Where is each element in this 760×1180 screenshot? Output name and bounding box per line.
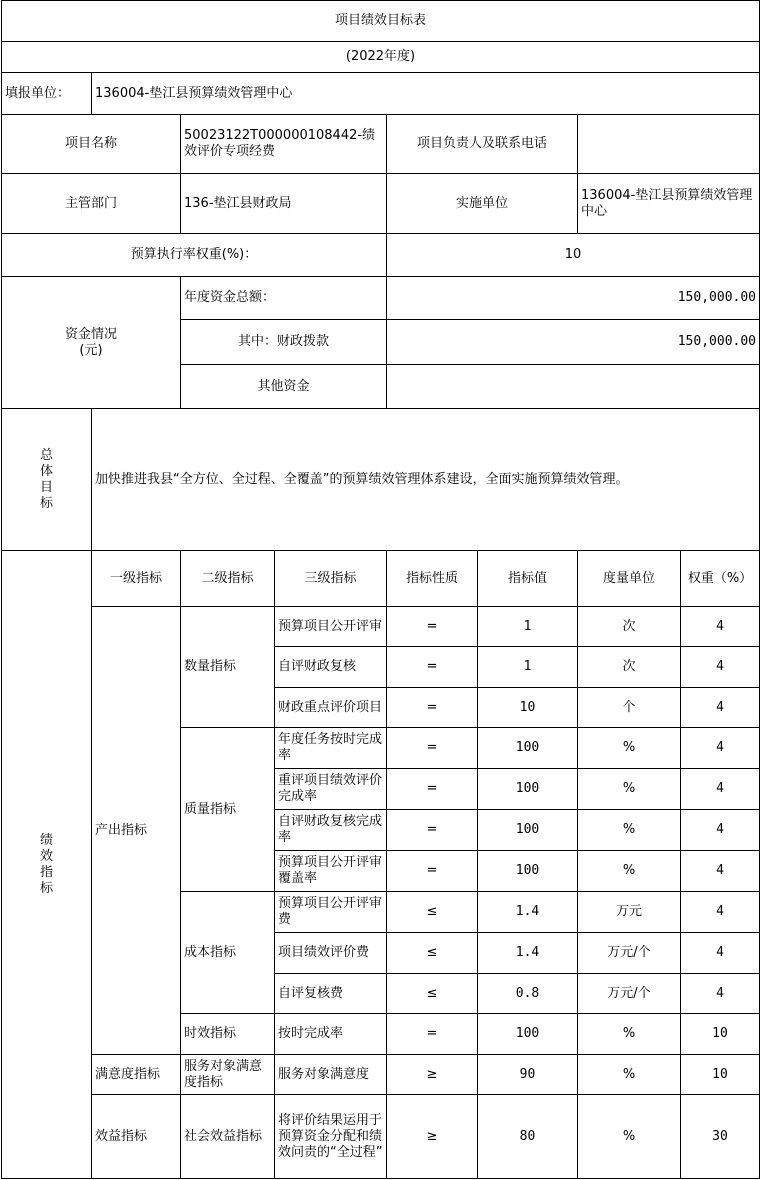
indicator-weight: 4 xyxy=(681,810,760,851)
indicator-op: = xyxy=(387,688,478,728)
indicator-unit: 次 xyxy=(578,647,681,688)
level2-service-satisfaction: 服务对象满意度指标 xyxy=(181,1055,275,1095)
indicator-name: 预算项目公开评审 xyxy=(275,607,387,647)
indicator-weight: 4 xyxy=(681,688,760,728)
indicators-char: 效 xyxy=(39,848,53,864)
table-row xyxy=(2,1055,760,1095)
header-weight: 权重（%） xyxy=(681,551,760,607)
indicator-value: 80 xyxy=(478,1095,578,1179)
indicator-unit: 次 xyxy=(578,607,681,647)
header-level2: 二级指标 xyxy=(181,551,275,607)
indicator-value: 100 xyxy=(478,769,578,810)
indicator-weight: 4 xyxy=(681,728,760,769)
indicator-name: 自评复核费 xyxy=(275,974,387,1014)
level1-benefit: 效益指标 xyxy=(92,1095,181,1179)
header-unit: 度量单位 xyxy=(578,551,681,607)
table-row xyxy=(2,607,760,647)
header-nature: 指标性质 xyxy=(387,551,478,607)
indicator-value: 100 xyxy=(478,851,578,892)
reporting-unit-value: 136004-垫江县预算绩效管理中心 xyxy=(92,73,760,115)
execution-weight-value: 10 xyxy=(387,234,760,277)
indicator-value: 0.8 xyxy=(478,974,578,1014)
indicator-unit: 万元 xyxy=(578,892,681,933)
indicators-char: 指 xyxy=(39,864,53,880)
indicator-unit: 万元/个 xyxy=(578,974,681,1014)
indicator-name: 自评财政复核完成率 xyxy=(275,810,387,851)
indicators-char: 绩 xyxy=(39,832,53,848)
annual-total-label: 年度资金总额： xyxy=(181,277,387,320)
level2-quantity: 数量指标 xyxy=(181,607,275,728)
indicator-op: = xyxy=(387,851,478,892)
overall-goal-char: 体 xyxy=(39,463,53,479)
funds-label xyxy=(2,277,181,409)
indicator-weight: 30 xyxy=(681,1095,760,1179)
implementing-unit-label: 实施单位 xyxy=(387,174,578,234)
indicator-op: = xyxy=(387,647,478,688)
overall-goal-text: 加快推进我县“全方位、全过程、全覆盖”的预算绩效管理体系建设，全面实施预算绩效管理。 xyxy=(92,409,760,551)
annual-total-value: 150,000.00 xyxy=(387,277,760,320)
indicator-weight: 4 xyxy=(681,933,760,974)
indicator-weight: 4 xyxy=(681,607,760,647)
indicator-name: 财政重点评价项目 xyxy=(275,688,387,728)
indicator-unit: % xyxy=(578,1055,681,1095)
indicators-label xyxy=(2,551,92,1179)
project-contact-label: 项目负责人及联系电话 xyxy=(387,115,578,174)
level2-timeliness: 时效指标 xyxy=(181,1014,275,1055)
indicator-op: ≥ xyxy=(387,1095,478,1179)
indicator-value: 90 xyxy=(478,1055,578,1095)
other-funds-value xyxy=(387,365,760,409)
execution-weight-label: 预算执行率权重(%)： xyxy=(2,234,387,277)
indicator-op: ≤ xyxy=(387,892,478,933)
indicator-weight: 10 xyxy=(681,1014,760,1055)
indicator-name: 年度任务按时完成率 xyxy=(275,728,387,769)
indicator-weight: 4 xyxy=(681,892,760,933)
indicator-value: 100 xyxy=(478,810,578,851)
indicator-value: 100 xyxy=(478,1014,578,1055)
overall-goal-label xyxy=(2,409,92,551)
indicator-unit: % xyxy=(578,810,681,851)
indicator-op: = xyxy=(387,1014,478,1055)
header-value: 指标值 xyxy=(478,551,578,607)
indicator-value: 1.4 xyxy=(478,892,578,933)
header-level3: 三级指标 xyxy=(275,551,387,607)
fiscal-funds-value: 150,000.00 xyxy=(387,320,760,365)
overall-goal-char: 目 xyxy=(39,479,53,495)
overall-goal-char: 总 xyxy=(39,447,53,463)
indicator-unit: % xyxy=(578,769,681,810)
indicator-value: 1 xyxy=(478,607,578,647)
indicator-unit: % xyxy=(578,728,681,769)
level2-cost: 成本指标 xyxy=(181,892,275,1014)
indicator-op: = xyxy=(387,728,478,769)
project-name-label: 项目名称 xyxy=(2,115,181,174)
department-value: 136-垫江县财政局 xyxy=(181,174,387,234)
indicator-name: 将评价结果运用于预算资金分配和绩效问责的“全过程” xyxy=(275,1095,387,1179)
implementing-unit-value: 136004-垫江县预算绩效管理中心 xyxy=(578,174,760,234)
indicator-weight: 4 xyxy=(681,769,760,810)
indicator-op: ≤ xyxy=(387,974,478,1014)
indicator-value: 100 xyxy=(478,728,578,769)
indicator-weight: 4 xyxy=(681,851,760,892)
indicator-name: 预算项目公开评审覆盖率 xyxy=(275,851,387,892)
indicator-op: = xyxy=(387,810,478,851)
indicator-name: 项目绩效评价费 xyxy=(275,933,387,974)
indicator-unit: 个 xyxy=(578,688,681,728)
indicator-unit: 万元/个 xyxy=(578,933,681,974)
indicator-weight: 10 xyxy=(681,1055,760,1095)
table-row xyxy=(2,1095,760,1179)
indicator-unit: % xyxy=(578,1095,681,1179)
indicator-value: 10 xyxy=(478,688,578,728)
indicators-char: 标 xyxy=(39,880,53,896)
funds-label-line2: (元) xyxy=(79,342,103,358)
indicator-name: 重评项目绩效评价完成率 xyxy=(275,769,387,810)
indicator-unit: % xyxy=(578,1014,681,1055)
level2-social-benefit: 社会效益指标 xyxy=(181,1095,275,1179)
indicator-unit: % xyxy=(578,851,681,892)
table-title: 项目绩效目标表 xyxy=(2,1,760,42)
indicator-name: 自评财政复核 xyxy=(275,647,387,688)
indicator-op: = xyxy=(387,607,478,647)
indicator-name: 按时完成率 xyxy=(275,1014,387,1055)
department-label: 主管部门 xyxy=(2,174,181,234)
performance-target-table xyxy=(1,0,760,1179)
level2-quality: 质量指标 xyxy=(181,728,275,892)
indicator-weight: 4 xyxy=(681,647,760,688)
other-funds-label: 其他资金 xyxy=(181,365,387,409)
indicator-op: = xyxy=(387,769,478,810)
table-year: (2022年度) xyxy=(2,42,760,73)
overall-goal-char: 标 xyxy=(39,495,53,511)
indicator-value: 1.4 xyxy=(478,933,578,974)
funds-label-line1: 资金情况 xyxy=(64,326,117,342)
indicator-value: 1 xyxy=(478,647,578,688)
project-name-value: 50023122T000000108442-绩效评价专项经费 xyxy=(181,115,387,174)
fiscal-funds-label: 其中：财政拨款 xyxy=(181,320,387,365)
level1-output: 产出指标 xyxy=(92,607,181,1055)
reporting-unit-label: 填报单位： xyxy=(2,73,92,115)
indicator-name: 预算项目公开评审费 xyxy=(275,892,387,933)
header-level1: 一级指标 xyxy=(92,551,181,607)
project-contact-value xyxy=(578,115,760,174)
indicator-op: ≥ xyxy=(387,1055,478,1095)
level1-satisfaction: 满意度指标 xyxy=(92,1055,181,1095)
indicator-op: ≤ xyxy=(387,933,478,974)
indicator-weight: 4 xyxy=(681,974,760,1014)
indicator-name: 服务对象满意度 xyxy=(275,1055,387,1095)
